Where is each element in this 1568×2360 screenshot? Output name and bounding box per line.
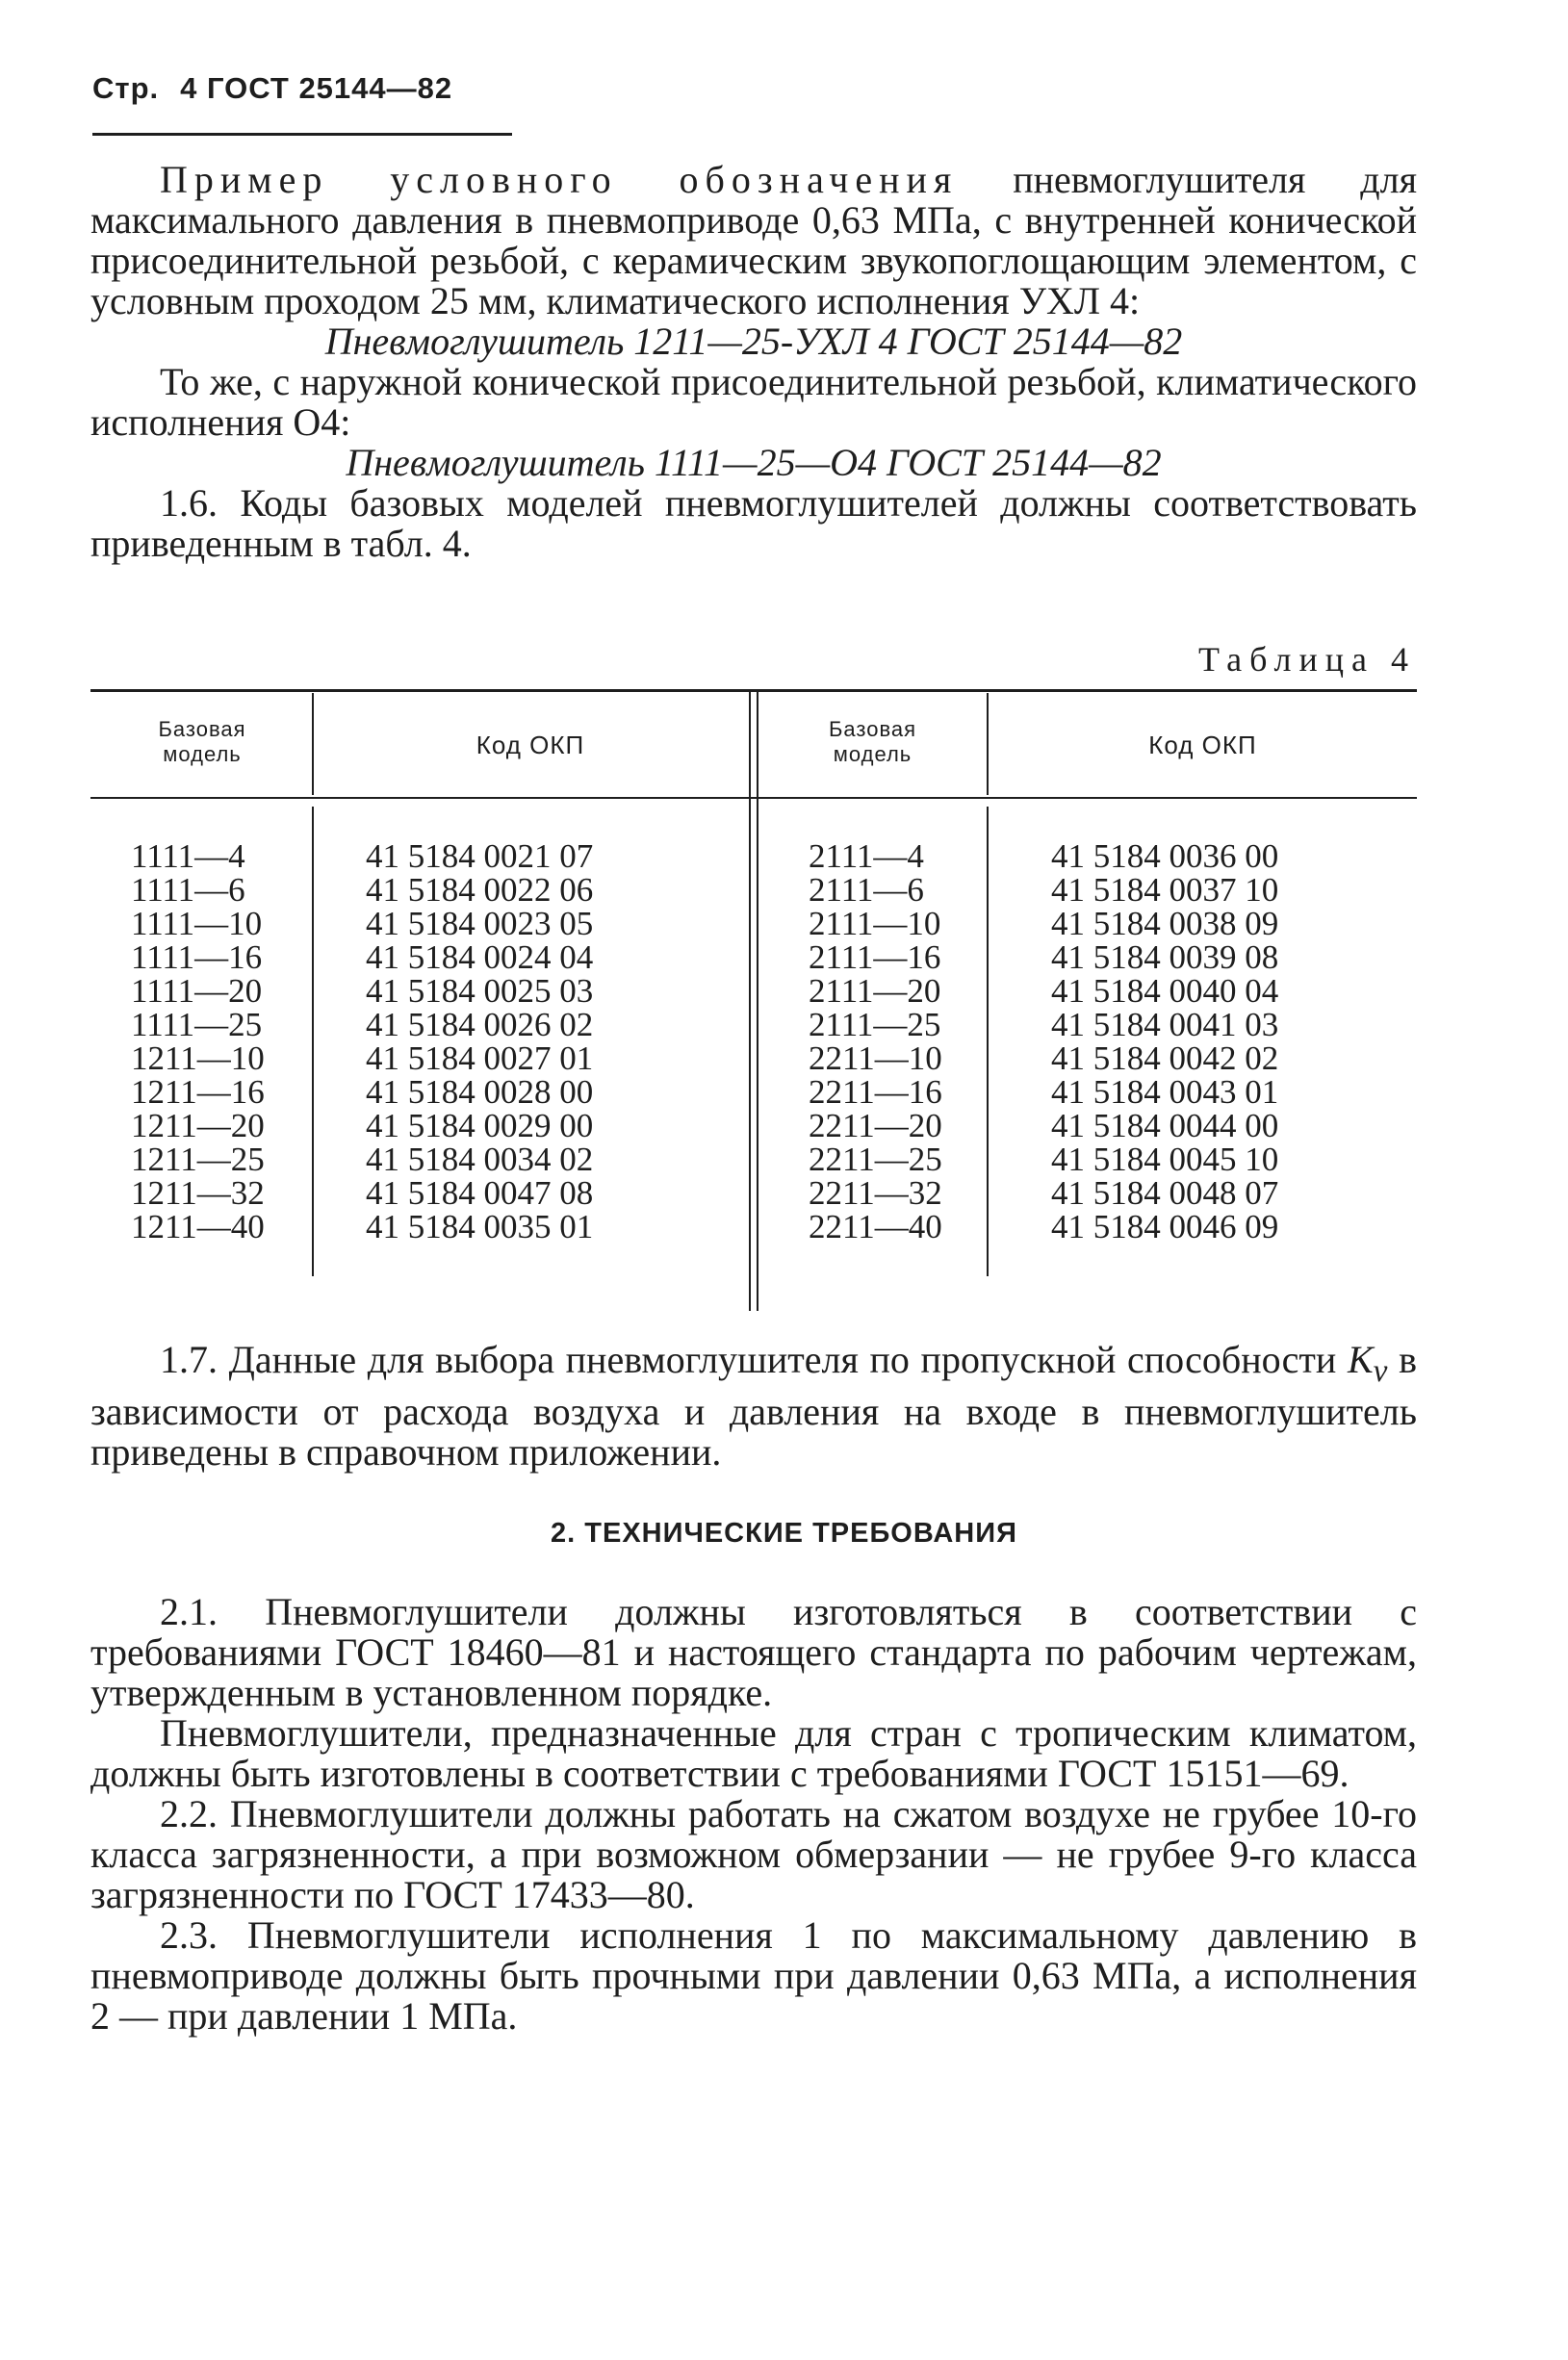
designation-2: Пневмоглушитель 1111—25—О4 ГОСТ 25144—82 [346,441,1162,484]
page-label: Стр. [92,71,160,105]
clause-2-2: 2.2. Пневмоглушители должны работать на сжатом воздухе не грубее 10-го класса загрязненности, а при возможном обмерзании — не грубее 9-го класса загрязненности по ГОСТ 17433—80. [90,1792,1417,1916]
clause-1-6: 1.6. Коды базовых моделей пневмоглушителей должны соответствовать приведенным в табл. 4. [90,481,1417,565]
cell-model-left: 1111—10 [131,905,263,942]
cell-code-left: 41 5184 0047 08 [366,1174,594,1212]
cell-model-left: 1211—20 [131,1107,265,1144]
cell-model-left: 1211—16 [131,1073,265,1111]
cell-code-left: 41 5184 0022 06 [366,871,594,909]
cell-model-left: 1111—4 [131,837,245,875]
cell-code-right: 41 5184 0037 10 [1051,871,1279,909]
cell-code-right: 41 5184 0041 03 [1051,1006,1279,1043]
example-block [90,160,1417,564]
example-intro-spaced: Пример условного обозначения [160,158,959,201]
cell-model-right: 2211—16 [809,1073,942,1111]
cell-code-left: 41 5184 0028 00 [366,1073,594,1111]
col-divider-1-body [312,807,314,1276]
clause-1-7-block [90,1340,1417,1473]
cell-model-left: 1111—16 [131,938,263,976]
cell-code-right: 41 5184 0042 02 [1051,1039,1279,1077]
cell-code-right: 41 5184 0038 09 [1051,905,1279,942]
cell-model-left: 1111—25 [131,1006,263,1043]
header-okp-code-right: Код ОКП [1148,731,1257,759]
cell-code-left: 41 5184 0021 07 [366,837,594,875]
cell-code-right: 41 5184 0039 08 [1051,938,1279,976]
cell-code-left: 41 5184 0026 02 [366,1006,594,1043]
cell-model-left: 1211—10 [131,1039,265,1077]
column-code-right [1051,839,1278,1244]
table-caption: Таблица 4 [1198,640,1416,679]
same-text-paragraph: То же, с наружной конической присоединительной резьбой, климатического исполнения О4: [90,360,1417,444]
example-paragraph [90,160,1417,321]
cell-model-right: 2211—10 [809,1039,942,1077]
clause-1-7: 1.7. Данные для выбора пневмоглушителя по пропускной способности $K_v$ в зависимости от расхода воздуха и давления на входе в пневмоглушитель приведены в справочном приложении. [90,1338,1418,1474]
cell-code-right: 41 5184 0043 01 [1051,1073,1279,1111]
cell-model-right: 2211—40 [809,1208,942,1245]
cell-model-left: 1111—6 [131,871,245,909]
cell-code-left: 41 5184 0035 01 [366,1208,594,1245]
cell-code-right: 41 5184 0044 00 [1051,1107,1279,1144]
cell-model-left: 1211—32 [131,1174,265,1212]
column-code-left [366,839,593,1244]
page-number: 4 [180,71,198,105]
section-2-body [90,1592,1417,2037]
column-model-left [131,839,265,1244]
header-base-model-right: Базовая модель [828,717,917,766]
cell-model-right: 2111—6 [809,871,924,909]
cell-code-left: 41 5184 0025 03 [366,972,594,1010]
cell-model-left: 1211—40 [131,1208,265,1245]
cell-model-right: 2111—25 [809,1006,941,1043]
example-intro-rest: пневмоглушителя для максимального давления в пневмоприводе 0,63 МПа, с внутренней конической присоединительной резьбой, с керамическим звукопоглощающим элементом, с условным проходом 25 мм, климатического исполнения УХЛ 4: [90,158,1417,322]
cell-code-right: 41 5184 0048 07 [1051,1174,1279,1212]
section-title: 2. ТЕХНИЧЕСКИЕ ТРЕБОВАНИЯ [551,1518,1017,1549]
cell-model-left: 1211—25 [131,1141,265,1178]
cell-model-right: 2111—4 [809,837,924,875]
clause-2-1: 2.1. Пневмоглушители должны изготовляться в соответствии с требованиями ГОСТ 18460—81 и настоящего стандарта по рабочим чертежам, утвержденным в установленном порядке. [90,1590,1417,1714]
cell-model-right: 2111—10 [809,905,941,942]
column-model-right [809,839,942,1244]
cell-code-right: 41 5184 0040 04 [1051,972,1279,1010]
cell-model-left: 1111—20 [131,972,263,1010]
cell-code-right: 41 5184 0045 10 [1051,1141,1279,1178]
cell-code-left: 41 5184 0029 00 [366,1107,594,1144]
cell-model-right: 2111—16 [809,938,941,976]
cell-model-right: 2111—20 [809,972,941,1010]
header-rule [92,133,512,136]
table-center-double-divider [749,689,758,1311]
cell-model-right: 2211—20 [809,1107,942,1144]
cell-model-right: 2211—25 [809,1141,942,1178]
kv-symbol: $K_v$ [1347,1338,1388,1389]
cell-model-right: 2211—32 [809,1174,942,1212]
standard-number: ГОСТ 25144—82 [207,71,453,105]
cell-code-left: 41 5184 0034 02 [366,1141,594,1178]
page-header [92,71,506,106]
cell-code-right: 41 5184 0036 00 [1051,837,1279,875]
clause-2-3: 2.3. Пневмоглушители исполнения 1 по максимальному давлению в пневмоприводе должны быть прочными при давлении 0,63 МПа, а исполнения 2 — при давлении 1 МПа. [90,1913,1417,2038]
clause-2-1-tropical: Пневмоглушители, предназначенные для стран с тропическим климатом, должны быть изготовлены в соответствии с требованиями ГОСТ 15151—69. [90,1711,1417,1795]
cell-code-left: 41 5184 0024 04 [366,938,594,976]
designation-1: Пневмоглушитель 1211—25-УХЛ 4 ГОСТ 25144—82 [324,320,1183,363]
header-base-model-left: Базовая модель [158,717,246,766]
col-divider-3-body [987,807,989,1276]
header-okp-code-left: Код ОКП [476,731,585,759]
cell-code-left: 41 5184 0023 05 [366,905,594,942]
cell-code-right: 41 5184 0046 09 [1051,1208,1279,1245]
cell-code-left: 41 5184 0027 01 [366,1039,594,1077]
